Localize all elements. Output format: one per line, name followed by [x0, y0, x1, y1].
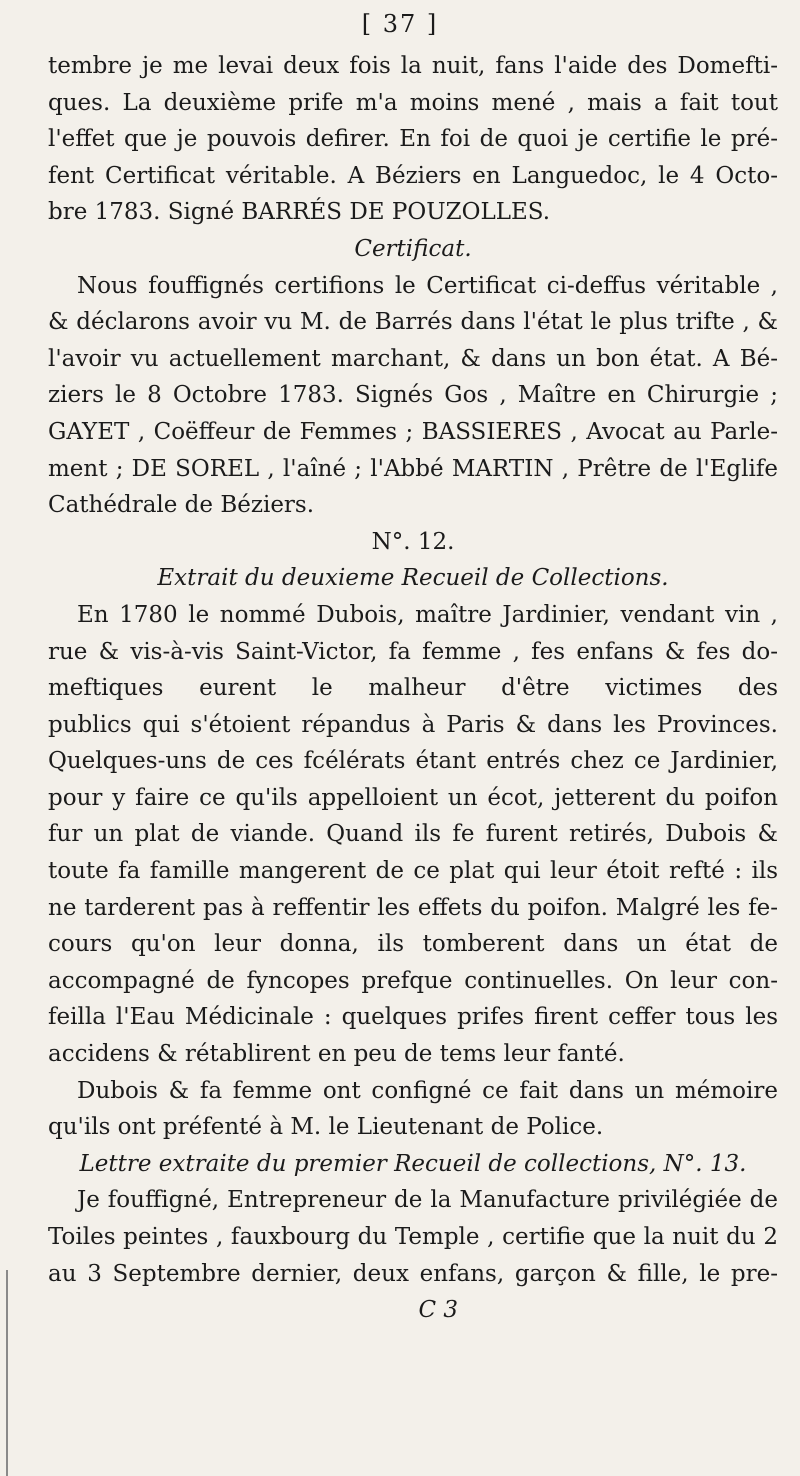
text-line: Lettre extraite du premier Recueil de collections, N°. 13. — [79, 1150, 747, 1177]
text-line: Extrait du deuxieme Recueil de Collections. — [157, 565, 669, 592]
text-line: feilla l'Eau Médicinale : quelques prifes firent ceffer tous les — [48, 1004, 778, 1031]
text-line: tembre je me levai deux fois la nuit, fans l'aide des Domefti- — [48, 53, 778, 79]
text-line: ne tarderent pas à reffentir les effets du poifon. Malgré les fe- — [48, 894, 778, 921]
page-edge-shadow — [6, 1270, 8, 1476]
text-line: bre 1783. Signé BARRÉS DE POUZOLLES. — [48, 199, 551, 226]
text-line: meftiques eurent le malheur d'être victimes des — [48, 675, 778, 702]
text-line: GAYET , Coëffeur de Femmes ; BASSIERES , Avocat au Parle- — [48, 418, 778, 445]
text-line: fent Certificat véritable. A Béziers en Languedoc, le 4 Octo- — [48, 162, 778, 189]
body-text — [48, 48, 778, 1329]
text-line: rue & vis-à-vis Saint-Victor, fa femme , fes enfans & fes do- — [48, 638, 778, 665]
text-line: toute fa famille mangerent de ce plat qui leur étoit refté : ils — [48, 858, 778, 885]
text-line: accompagné de fyncopes prefque continuelles. On leur con- — [48, 967, 778, 994]
text-line: Nous fouffignés certifions le Certificat ci-deffus véritable , — [77, 272, 778, 299]
text-line: ziers le 8 Octobre 1783. Signés Gos , Maître en Chirurgie ; — [48, 382, 778, 409]
text-line: qu'ils ont préfenté à M. le Lieutenant de Police. — [48, 1114, 604, 1141]
text-line: Je fouffigné, Entrepreneur de la Manufacture privilégiée de — [77, 1187, 778, 1214]
text-line: fur un plat de viande. Quand ils fe furent retirés, Dubois & — [48, 821, 778, 848]
text-line: accidens & rétablirent en peu de tems leur fanté. — [48, 1041, 625, 1068]
text-line: ment ; DE SOREL , l'aîné ; l'Abbé MARTIN , Prêtre de l'Eglife — [48, 455, 778, 482]
text-line: publics qui s'étoient répandus à Paris & dans les Provinces. — [48, 711, 778, 738]
text-line: C 3 — [418, 1297, 458, 1324]
text-line: Certificat. — [354, 235, 472, 262]
text-line: Quelques-uns de ces fcélérats étant entrés chez ce Jardinier, — [48, 748, 778, 775]
text-line: & déclarons avoir vu M. de Barrés dans l'état le plus trifte , & — [48, 309, 778, 336]
text-line: N°. 12. — [371, 528, 455, 555]
text-line: pour y faire ce qu'ils appelloient un écot, jetterent du poifon — [48, 784, 778, 811]
text-line: l'avoir vu actuellement marchant, & dans un bon état. A Bé- — [48, 345, 778, 372]
text-line: Dubois & fa femme ont configné ce fait dans un mémoire — [77, 1077, 778, 1104]
text-line: au 3 Septembre dernier, deux enfans, garçon & fille, le pre- — [48, 1260, 778, 1287]
text-line: Cathédrale de Béziers. — [48, 492, 315, 519]
page-number: [ 37 ] — [361, 10, 439, 38]
text-line: Toiles peintes , fauxbourg du Temple , certifie que la nuit du 2 — [48, 1224, 778, 1250]
text-line: En 1780 le nommé Dubois, maître Jardinier, vendant vin , — [77, 601, 778, 628]
text-line: cours qu'on leur donna, ils tomberent dans un état de — [48, 931, 778, 958]
text-line: l'effet que je pouvois defirer. En foi de quoi je certifie le pré- — [48, 126, 778, 153]
text-line: ques. La deuxième prife m'a moins mené , mais a fait tout — [48, 89, 778, 116]
